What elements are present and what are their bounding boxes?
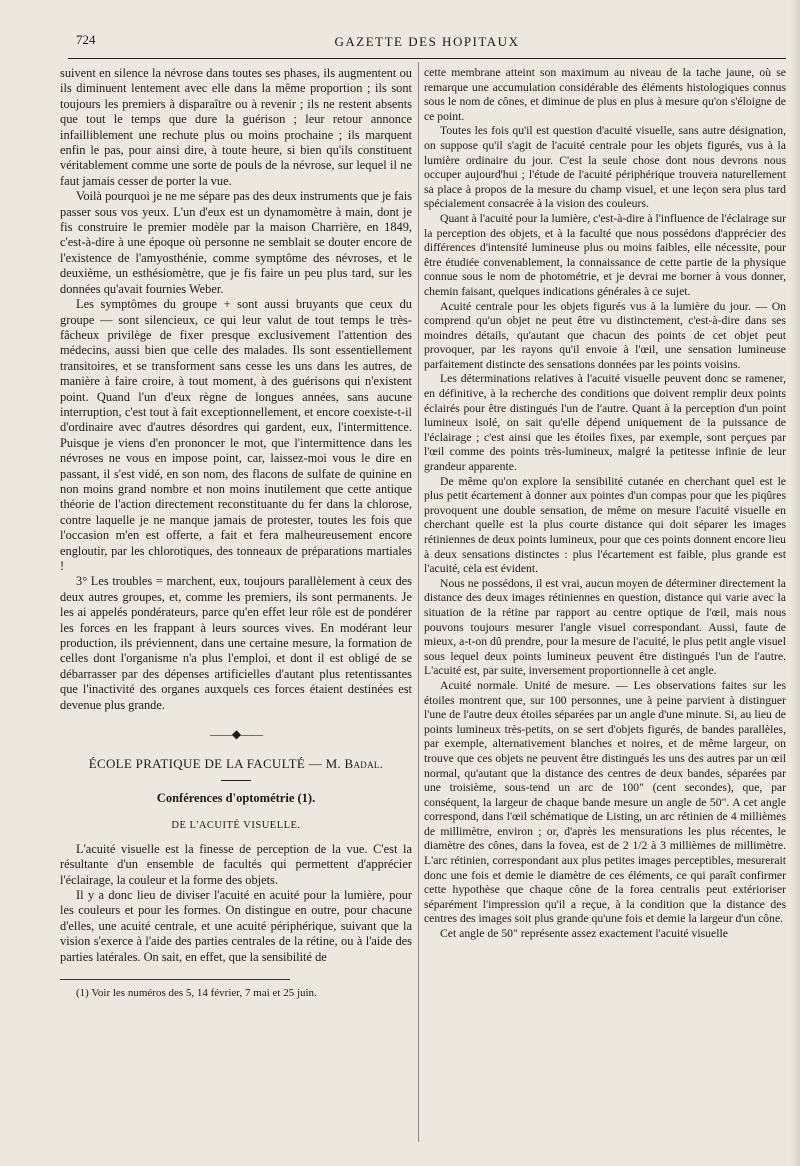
paragraph: Il y a donc lieu de diviser l'acuité en acuité pour la lumière, pour les couleurs et pour les formes. On distingue en outre, pour chacune d'elles, une acuité centrale, et une acuité périphérique, suivant que la vision s'exerce à l'aide des parties centrales de la rétine, ou à l'aide des parties latérales. On sait, en effet, que la sensibilité de [60, 887, 412, 964]
paragraph: suivent en silence la névrose dans toutes ses phases, ils augmentent ou ils diminuent lentement avec elle dans la même proportion ; ils sont toujours les premiers à disparaître ou à revenir ; ils ne restent absents que tout le temps que dure la guérison ; leur retour annonce infailliblement une rechute plus ou moins prochaine ; ils marquent enfin le pas, pour ainsi dire, à toute heure, si bien qu'ils constituent véritablement comme une sorte de pouls de la névrose, sur lequel il ne faut jamais cesser de porter la vue. [60, 66, 412, 188]
short-rule [221, 780, 251, 781]
paragraph: Voilà pourquoi je ne me sépare pas des deux instruments que je fais passer sous vos yeux. L'un d'eux est un dynamomètre à main, dont je fis construire le premier modèle par la maison Charrière, en 1849, c'est-à-dire à une époque où personne ne semblait se douter encore de l'existence de l'amyosthénie, comme symptôme des névroses, et le deuxième, un esthésiomètre, que je fis faire un peu plus tard, sur les données qu'avait fournies Weber. [60, 189, 412, 296]
paragraph: cette membrane atteint son maximum au niveau de la tache jaune, où se remarque une accumulation considérable des éléments histologiques connus sous le nom de cônes, et diminue de plus en plus à mesure qu'on s'éloigne de ce point. [424, 66, 786, 123]
page-number: 724 [76, 32, 96, 47]
article-subtitle: Conférences d'optométrie (1). [156, 790, 316, 805]
section-heading [60, 756, 412, 771]
section-ornament: ——◆—— [209, 727, 263, 742]
paragraph: Quant à l'acuité pour la lumière, c'est-à-dire à l'influence de l'éclairage sur la perception des objets, et à la faculté que nous possédons d'apprécier des différences d'intensité lumineuse plus ou moins faibles, elle nécessite, pour être étudiée convenablement, la connaissance de cette partie de la physique connue sous le nom de photométrie, et je devrai me borner à vous donner, chemin faisant, quelques indications générales à ce sujet. [424, 211, 786, 298]
paragraph: Nous ne possédons, il est vrai, aucun moyen de déterminer directement la distance des deux images rétiniennes en question, distance qui varie avec la situation de la rétine par rapport au centre optique de l'œil, mais nous pouvons toujours mesurer l'angle visuel correspondant. Aussi, faute de mieux, a-t-on dû prendre, pour la mesure de l'acuité, le plus petit angle visuel sous lequel deux points lumineux peuvent être distingués l'un de l'autre. L'acuité est, par suite, inversement proportionnelle à cet angle. [424, 576, 786, 678]
section-author: — M. Badal. [308, 756, 384, 772]
section-heading-text: ÉCOLE PRATIQUE DE LA FACULTÉ [88, 756, 306, 772]
paragraph: Les symptômes du groupe + sont aussi bruyants que ceux du groupe — sont silencieux, ce qui leur valut de tout temps le très-fâcheux privilège de fixer presque exclusivement l'attention des médecins, aussi bien que celle des malades. Ils sont essentiellement transitoires, et se transforment sans cesse les uns dans les autres, de manière à faire croire, à tout moment, à des guérisons qui n'existent point. Quand l'un d'eux règne de longues années, sans aucune interruption, c'est tout à fait exceptionnellement, et encore coexiste-t-il d'ordinaire avec d'autres désordres qui gardent, eux, l'intermittence. Puisque je viens d'en prononcer le mot, que l'intermittence dans les névroses ne vous en impose point, car, laissez-moi vous le dire en passant, il s'est vidé, en son nom, des flacons de sulfate de quinine en non moins grand nombre et non moins inutilement que cette antique théorie de l'action directement reconstituante du fer dans la chlorose, contre laquelle je ne manque jamais de protester, toutes les fois que l'occasion m'en est offerte, a fait et fera malheureusement encore engloutir, par les chlorotiques, des tonneaux de préparations martiales ! [60, 297, 412, 573]
journal-title: GAZETTE DES HOPITAUX [334, 34, 520, 49]
page-header [68, 28, 786, 59]
right-column [424, 66, 786, 942]
page-edge-shadow [790, 0, 800, 1166]
article-subheading: DE L'ACUITÉ VISUELLE. [171, 820, 301, 832]
paragraph: De même qu'on explore la sensibilité cutanée en cherchant quel est le plus petit écartement à donner aux pointes d'un compas pour que les piqûres provoquent une double sensation, de même on mesure l'acuité visuelle en cherchant quelle est la plus courte distance qui doit séparer les images rétiniennes de deux points lumineux, pour que ces points donnent encore lieu à deux sensations distinctes : plus l'écartement est faible, plus grande est l'acuité, cela est évident. [424, 474, 786, 576]
paragraph: Acuité normale. Unité de mesure. — Les observations faites sur les étoiles montrent que, sur 100 personnes, une à peine parvient à distinguer l'une de l'autre deux étoiles séparées par un angle d'une minute. Si, au lieu de points lumineux très-petits, on se sert d'objets figurés, de bandes parallèles, par exemple, alternativement blanches et noires, et de même largeur, on trouve que ces objets ne peuvent être distingués les uns des autres par un œil normal, qu'autant que la distance des centres de deux bandes, séparées par une troisième, sous-tend un arc de 100" (cent secondes), que, par conséquent, la largeur de chaque bande mesure un angle de 50". A cet angle correspond, dans l'œil schématique de Listing, un arc rétinien de 4 millièmes de millimètre, environ ; or, d'après les mensurations les plus récentes, le diamètre des cônes, dans la fovea, est de 2 1/2 à 3 millièmes de millimètre. L'arc rétinien, correspondant aux plus petites images perceptibles, mesurerait donc une fois et demie le diamètre de ces éléments, ce qui paraît confirmer cette hypothèse que chaque cône de la forea centralis peut extérioriser séparément l'impression qu'il a reçue, à la condition que la distance des centres des images soit plus grande qu'une fois et demie la largeur d'un cône. [424, 678, 786, 926]
left-column [60, 66, 412, 1001]
footnote-rule [60, 979, 290, 980]
footnote: (1) Voir les numéros des 5, 14 février, 7 mai et 25 juin. [76, 986, 317, 999]
paragraph: Toutes les fois qu'il est question d'acuité visuelle, sans autre désignation, on suppose qu'il s'agit de l'acuité centrale pour les objets figurés, vus à la lumière ordinaire du jour. C'est la seule chose dont nous devrons nous occuper aujourd'hui ; l'étude de l'acuité périphérique trouvera naturellement sa place à propos de la mesure du champ visuel, et une leçon sera plus tard spécialement consacrée à la vision des couleurs. [424, 124, 786, 211]
paragraph: L'acuité visuelle est la finesse de perception de la vue. C'est la résultante d'un ensemble de facultés qui permettent d'apprécier l'éclairage, la couleur et la forme des objets. [60, 841, 412, 887]
paragraph: Cet angle de 50" représente assez exactement l'acuité visuelle [440, 927, 728, 941]
paragraph: Les déterminations relatives à l'acuité visuelle peuvent donc se ramener, en définitive, à la recherche des conditions que doivent remplir deux points éclairés pour être distingués l'un de l'autre. Quant à la perception d'un point lumineux isolé, on sait qu'elle dépend uniquement de la puissance de l'éclairage ; c'est ainsi que les étoiles fixes, par exemple, sont perçues par l'œil comme des points très-lumineux, malgré la petitesse infinie de leur grandeur apparente. [424, 372, 786, 474]
paragraph: 3° Les troubles = marchent, eux, toujours parallèlement à ceux des deux autres groupes, et, comme les premiers, ils sont permanents. Je les ai appelés pondérateurs, parce qu'en effet leur rôle est de pondérer les forces en les frappant à leurs sources vives. En modérant leur production, ils préviennent, dans une certaine mesure, la formation de celles dont l'organisme n'a plus l'emploi, et dont il est obligé de se débarrasser par des dépenses artificielles d'autant plus retentissantes que l'inactivité des organes auxquels ces forces étaient destinées est devenue plus grande. [60, 574, 412, 712]
column-divider [418, 62, 419, 1142]
paragraph: Acuité centrale pour les objets figurés vus à la lumière du jour. — On comprend qu'un objet ne peut être vu distinctement, c'est-à-dire dans ses moindres détails, qu'autant que chacun des points de cet objet peut provoquer, par les rayons qu'il envoie à l'œil, une sensation lumineuse parfaitement distincte des sensations données par les points voisins. [424, 299, 786, 371]
